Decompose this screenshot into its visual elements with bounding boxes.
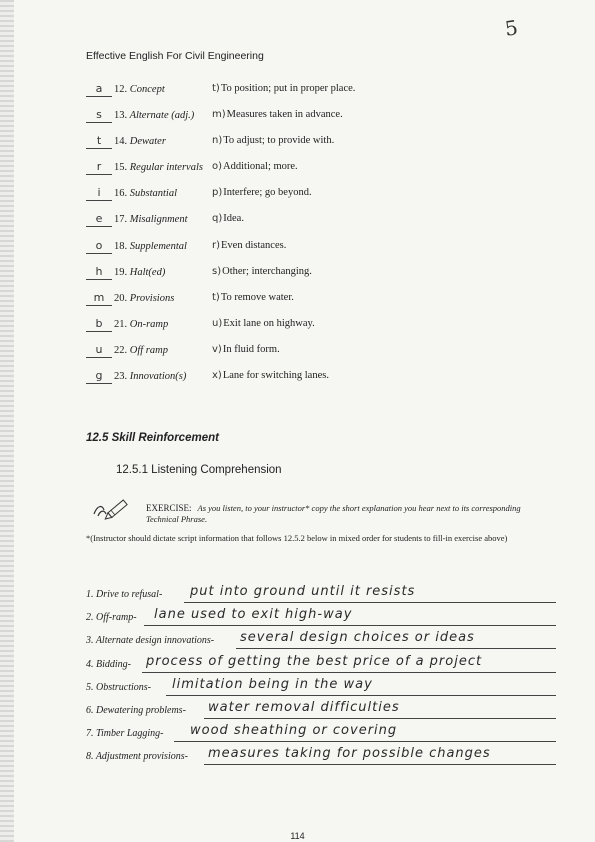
list-item [86, 699, 556, 725]
definition: p)Interfere; go beyond. [212, 187, 312, 199]
pencil-icon [90, 496, 130, 522]
answer-blank[interactable]: i [86, 186, 112, 201]
answer-blank[interactable]: m [86, 291, 112, 306]
answer-line[interactable] [142, 671, 556, 673]
term: 20. Provisions [114, 292, 175, 304]
list-item [86, 212, 506, 238]
definition: m)Measures taken in advance. [212, 109, 343, 121]
handwritten-answer: several design choices or ideas [240, 630, 475, 646]
exercise-text: As you listen, to your instructor* copy the short explanation you hear next to its corresponding Technical Phrase. [146, 503, 521, 524]
list-item [86, 369, 506, 395]
definition: t)To position; put in proper place. [212, 83, 356, 94]
phrase-label: 6. Dewatering problems- [86, 704, 186, 716]
definition: o)Additional; more. [212, 161, 298, 173]
page-number: 114 [290, 831, 305, 841]
answer-blank[interactable]: g [86, 369, 112, 384]
handwritten-answer: wood sheathing or covering [190, 723, 398, 739]
term: 13. Alternate (adj.) [114, 110, 195, 122]
phrase-label: 1. Drive to refusal- [86, 589, 163, 600]
definition: n)To adjust; to provide with. [212, 135, 335, 147]
list-item [86, 725, 556, 748]
term: 16. Substantial [114, 188, 178, 200]
definition: t)To remove water. [212, 291, 294, 303]
list-item [86, 265, 506, 291]
instructor-note: *(Instructor should dictate script information that follows 12.5.2 below in mixed order for students to fill-in exercise above) [86, 533, 508, 543]
list-item [86, 586, 556, 609]
answer-blank[interactable]: a [86, 82, 112, 97]
list-item [86, 676, 556, 702]
phrase-label: 8. Adjustment provisions- [86, 751, 188, 763]
phrase-label: 4. Bidding- [86, 658, 131, 670]
answer-line[interactable] [166, 694, 556, 696]
phrase-label: 7. Timber Lagging- [86, 728, 164, 740]
term: 19. Halt(ed) [114, 266, 166, 278]
handwritten-answer: lane used to exit high-way [154, 607, 353, 623]
handwritten-answer: water removal difficulties [208, 699, 400, 715]
list-item [86, 108, 506, 134]
section-title: 12.5 Skill Reinforcement [86, 432, 219, 444]
list-item [86, 632, 556, 655]
exercise-label: EXERCISE: [146, 503, 192, 513]
term: 23. Innovation(s) [114, 371, 187, 383]
answer-blank[interactable]: b [86, 317, 112, 332]
term: 22. Off ramp [114, 344, 168, 356]
answer-blank[interactable]: t [86, 134, 112, 149]
list-item [86, 748, 556, 771]
answer-blank[interactable]: h [86, 265, 112, 280]
fill-in-list [86, 586, 556, 772]
term: 14. Dewater [114, 136, 166, 148]
list-item [86, 134, 506, 160]
list-item [86, 653, 556, 679]
list-item [86, 82, 506, 108]
definition: v)In fluid form. [212, 343, 280, 355]
answer-line[interactable] [236, 647, 556, 649]
vocabulary-matching-list [86, 82, 506, 395]
phrase-label: 2. Off-ramp- [86, 612, 137, 624]
term: 18. Supplemental [114, 240, 187, 252]
list-item [86, 291, 506, 317]
phrase-label: 3. Alternate design innovations- [86, 635, 215, 647]
handwritten-answer: process of getting the best price of a project [146, 653, 483, 669]
phrase-label: 5. Obstructions- [86, 681, 151, 693]
answer-line[interactable] [144, 624, 556, 626]
definition: x)Lane for switching lanes. [212, 370, 329, 382]
answer-line[interactable] [184, 601, 556, 603]
definition: u)Exit lane on highway. [212, 317, 315, 329]
answer-blank[interactable]: o [86, 239, 112, 254]
answer-line[interactable] [204, 763, 556, 765]
subsection-title: 12.5.1 Listening Comprehension [116, 464, 282, 476]
scan-binding-edge [0, 0, 14, 842]
answer-blank[interactable]: u [86, 343, 112, 358]
exercise-instructions [146, 503, 551, 525]
handwritten-answer: measures taking for possible changes [208, 746, 491, 762]
term: 15. Regular intervals [114, 162, 203, 174]
list-item [86, 317, 506, 343]
handwritten-page-mark: 5 [503, 15, 520, 41]
handwritten-answer: put into ground until it resists [190, 584, 416, 599]
definition: r)Even distances. [212, 239, 287, 251]
answer-blank[interactable]: r [86, 160, 112, 175]
answer-line[interactable] [204, 717, 556, 719]
term: 12. Concept [114, 84, 165, 95]
definition: q)Idea. [212, 213, 244, 225]
list-item [86, 609, 556, 632]
list-item [86, 343, 506, 369]
answer-blank[interactable]: s [86, 108, 112, 123]
definition: s)Other; interchanging. [212, 265, 312, 277]
list-item [86, 239, 506, 265]
answer-line[interactable] [174, 740, 556, 742]
running-header: Effective English For Civil Engineering [86, 50, 264, 62]
list-item [86, 186, 506, 212]
handwritten-answer: limitation being in the way [172, 676, 373, 692]
answer-blank[interactable]: e [86, 212, 112, 227]
list-item [86, 160, 506, 186]
term: 17. Misalignment [114, 214, 188, 226]
term: 21. On-ramp [114, 318, 169, 330]
